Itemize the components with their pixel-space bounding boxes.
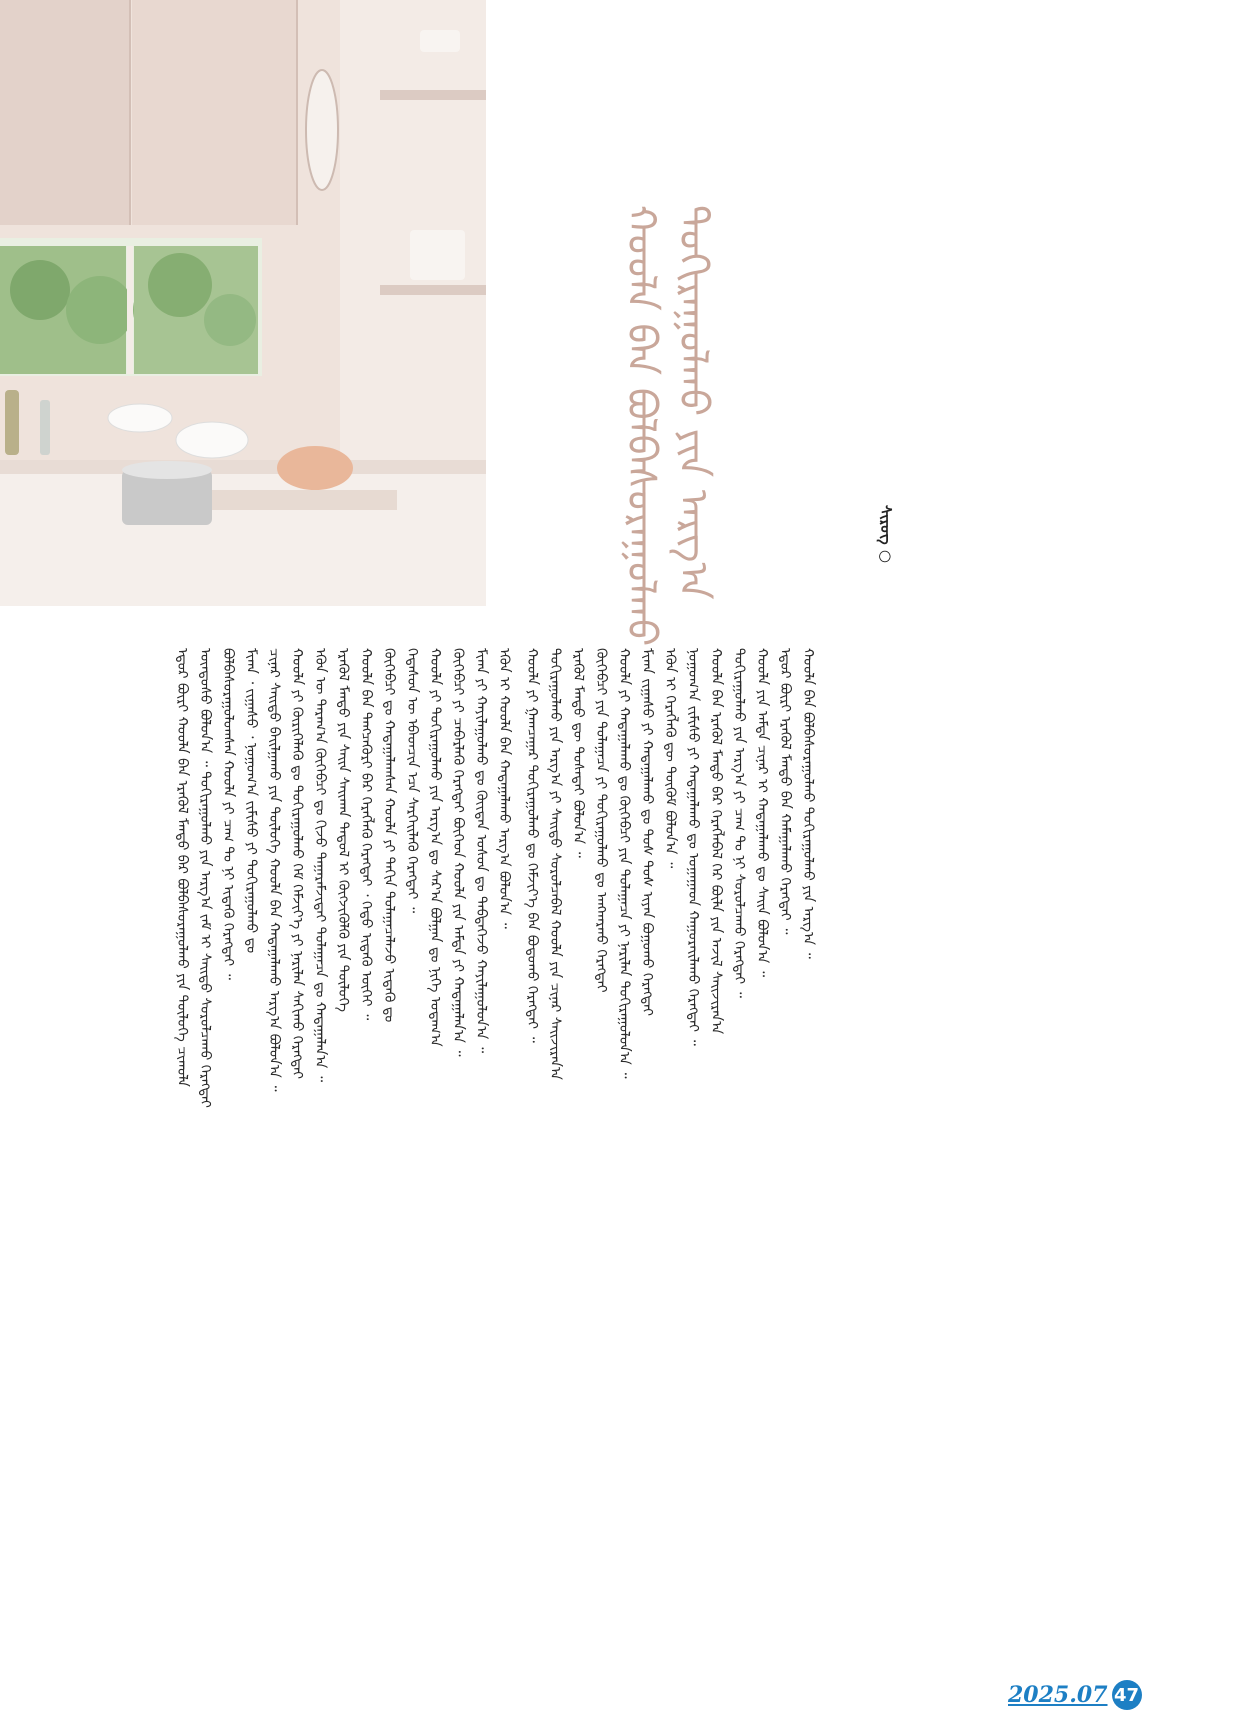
article-title-line-2: ᠲᠣᠬᠢᠷᠠᠭᠤᠯᠬᠤ ᠶᠢᠨ ᠠᠷᠭ᠎ᠠ — [670, 205, 716, 600]
text-line: ᠲᠣᠬᠢᠷᠠᠭᠤᠯᠬᠤ ᠶᠢᠨ ᠠᠷᠭ᠎ᠠ ᠶᠢ ᠴᠠᠭ ᠲᠤ ᠨᠢ ᠰᠤᠷᠤᠯᠴᠠᠬᠤ ᠬᠡᠷᠡᠭᠲᠡᠢ ᠃ — [731, 648, 747, 998]
text-line: ᠡᠭᠦᠨ ᠢ ᠬᠣᠣᠯᠠ ᠪᠡᠨ ᠬᠠᠳᠠᠭᠠᠯᠠᠬᠤ ᠠᠷᠭ᠎ᠠ ᠪᠣᠯᠤᠨ᠎ᠠ ᠃ — [496, 648, 512, 929]
page-number: 47 — [1112, 1680, 1142, 1710]
text-line: ᠬᠣᠣᠯᠠ ᠶᠢ ᠭᠠᠭᠴᠠᠭᠠᠷ ᠲᠣᠬᠢᠷᠠᠭᠤᠯᠬᠤ ᠳᠤ ᠬᠡᠮᠵᠢᠶ᠎ᠡ ᠪᠡᠨ ᠪᠣᠳᠤᠬᠤ ᠬᠡᠷᠡᠭᠲᠡᠢ ᠃ — [524, 648, 540, 1043]
text-line: ᠡᠳᠦᠷ ᠪᠦᠷᠢ ᠡᠷᠡᠭᠦᠯ ᠮᠡᠨᠳᠦ ᠪᠡᠨ ᠬᠠᠮᠠᠭᠠᠯᠠᠬᠤ ᠬᠡᠷᠡᠭᠲᠡᠢ ᠃ — [777, 648, 793, 935]
kitchen-photo — [0, 0, 486, 606]
text-line: ᠪᠣᠯᠪᠠᠰᠤᠷᠠᠭᠤᠯᠤᠭᠰᠠᠨ ᠬᠣᠣᠯᠠ ᠶᠢ ᠴᠠᠭ ᠲᠤ ᠨᠢ ᠢᠳᠡᠬᠦ ᠬᠡᠷᠡᠭᠲᠡᠢ ᠃ — [220, 648, 236, 980]
text-line: ᠡᠷᠡᠭᠦᠯ ᠮᠡᠨᠳᠦ ᠳᠦ ᠲᠤᠰᠠᠲᠠᠢ ᠪᠣᠯᠤᠨ᠎ᠠ ᠃ — [570, 648, 586, 858]
text-line: ᠬᠣᠣᠯᠠ ᠪᠡᠨ ᠲᠡᠩᠴᠡᠭᠦᠷᠢ ᠪᠡᠷ ᠬᠡᠷᠡᠭᠯᠡᠬᠦ ᠬᠡᠷᠡᠭᠲᠡᠢ ᠂ ᠬᠡᠲᠦ ᠢᠳᠡᠬᠦ ᠦᠭᠡᠢ ᠃ — [358, 648, 374, 1021]
text-line: ᠡᠭᠦᠨ ᠦ ᠳᠠᠷᠠᠭ᠎ᠠ ᠬᠥᠭᠡᠪᠴᠢ ᠳᠤ ᠬᠢᠵᠦ ᠲᠠᠭᠠᠷᠠᠮᠵᠢᠲᠠᠢ ᠳᠤᠯᠠᠭᠠᠴᠠ ᠳᠤ ᠬᠠᠳᠠᠭᠠᠯᠠᠨ᠎ᠠ ᠃ — [312, 648, 328, 1082]
text-line: ᠬᠣᠣᠯᠠ ᠶᠢ ᠲᠣᠬᠢᠷᠠᠭᠤᠯᠬᠤ ᠶᠢᠨ ᠠᠷᠭ᠎ᠠ ᠳᠤ ᠰᠠᠷ᠎ᠠ ᠪᠣᠯᠭᠠᠨ ᠳᠤ ᠨᠢᠭᠡ ᠤᠳᠠᠭ᠎ᠠ — [427, 648, 443, 1047]
text-line: ᠡᠳᠦᠷ ᠪᠦᠷᠢ ᠬᠣᠣᠯᠠ ᠪᠡᠨ ᠡᠷᠡᠭᠦᠯ ᠮᠡᠨᠳᠦ ᠪᠡᠷ ᠪᠣᠯᠪᠠᠰᠤᠷᠠᠭᠤᠯᠬᠤ ᠶᠢᠨ ᠲᠥᠯᠦᠭᠡ ᠴᠢᠬᠤᠯᠠ — [174, 648, 190, 1087]
author-byline: ᠰᠢᠷᠦᠭ ○ — [877, 505, 895, 563]
text-line: ᠬᠣᠣᠯᠠ ᠶᠢ ᠬᠥᠷᠢᠭᠡᠯᠡᠬᠦ ᠳᠤ ᠲᠣᠬᠢᠷᠠᠭᠤᠯᠬᠤ ᠬᠡᠮ ᠬᠡᠮᠵᠢᠶ᠎ᠡ ᠶᠢ ᠨᠠᠷᠢᠯᠠᠨ ᠰᠠᠬᠢᠬᠤ ᠬᠡᠷᠡᠭᠲᠡᠢ — [289, 648, 305, 1080]
body-column-1 — [170, 648, 515, 1248]
text-line: ᠡᠭᠦᠨ ᠢ ᠬᠡᠷᠡᠭᠯᠡᠬᠦ ᠳᠦ ᠳᠥᠭᠥᠮ ᠪᠣᠯᠤᠨ᠎ᠠ ᠃ — [662, 648, 678, 869]
body-column-2 — [520, 648, 819, 1248]
text-line: ᠮᠢᠬᠠ ᠵᠢᠭᠠᠰᠤ ᠶᠢ ᠬᠠᠳᠠᠭᠠᠯᠠᠬᠤ ᠳᠤ ᠲᠤᠰ ᠲᠤᠰ ᠢᠶᠡᠨ ᠪᠣᠭᠤᠬᠤ ᠬᠡᠷᠡᠭᠲᠡᠢ — [639, 648, 655, 1017]
text-line: ᠭᠡᠳᠡᠰᠦᠨ ᠦ ᠡᠪᠡᠳᠴᠢᠨ ᠡᠴᠡ ᠰᠡᠷᠭᠡᠢᠯᠡᠬᠦ ᠬᠡᠷᠡᠭᠲᠡᠢ ᠃ — [404, 648, 420, 913]
text-line: ᠬᠣᠣᠯᠠ ᠶᠢᠨ ᠠᠮᠲᠠ ᠴᠢᠨᠠᠷ ᠢ ᠬᠠᠳᠠᠭᠠᠯᠠᠬᠤ ᠳᠤ ᠰᠠᠢᠨ ᠪᠣᠯᠤᠨ᠎ᠠ ᠃ — [754, 648, 770, 977]
text-line: ᠨᠤᠭᠤᠭ᠎ᠠ ᠵᠢᠮᠢᠰᠦ ᠶᠢ ᠬᠠᠳᠠᠭᠠᠯᠠᠬᠤ ᠳᠤ ᠤᠭᠠᠭᠠᠳ ᠬᠠᠭᠤᠷᠠᠢᠯᠠᠬᠤ ᠬᠡᠷᠡᠭᠲᠡᠢ ᠃ — [685, 648, 701, 1046]
text-line: ᠬᠣᠣᠯᠠ ᠶᠢ ᠬᠠᠳᠠᠭᠠᠯᠠᠬᠤ ᠳᠤ ᠬᠥᠭᠡᠪᠴᠢ ᠶᠢᠨ ᠳᠤᠯᠠᠭᠠᠴᠠ ᠶᠢ ᠨᠠᠷᠢᠯᠠᠨ ᠲᠣᠬᠢᠷᠠᠭᠤᠯᠤᠨ᠎ᠠ ᠃ — [616, 648, 632, 1079]
text-line: ᠬᠥᠭᠡᠪᠴᠢ ᠶᠢ ᠴᠡᠪᠡᠷᠯᠡᠬᠦ ᠬᠡᠷᠡᠭᠲᠡᠢ ᠪᠥᠭᠡᠳ ᠬᠣᠣᠯᠠ ᠶᠢᠨ ᠠᠮᠲᠠ ᠶᠢ ᠬᠠᠳᠠᠭᠠᠯᠠᠨ᠎ᠠ ᠃ — [450, 648, 466, 1057]
text-line: ᠮᠢᠬᠠ ᠂ ᠵᠢᠭᠠᠰᠤ ᠂ ᠨᠤᠭᠤᠭ᠎ᠠ ᠵᠢᠮᠢᠰᠦ ᠶᠢ ᠲᠣᠬᠢᠷᠠᠭᠤᠯᠬᠤ ᠳᠤ — [243, 648, 259, 954]
kitchen-illustration — [0, 0, 486, 606]
text-line: ᠲᠣᠬᠢᠷᠠᠭᠤᠯᠬᠤ ᠶᠢᠨ ᠠᠷᠭ᠎ᠠ ᠶᠢ ᠰᠠᠢᠲᠤ ᠰᠤᠷᠤᠯᠴᠠᠪᠠᠯ ᠬᠣᠣᠯᠠ ᠶᠢᠨ ᠴᠢᠨᠠᠷ ᠰᠠᠢᠵᠢᠷᠠᠨ᠎ᠠ — [547, 648, 563, 1080]
text-line: ᠴᠢᠨᠠᠷ ᠰᠠᠢᠲᠤ ᠪᠠᠢᠯᠭᠠᠬᠤ ᠶᠢᠨ ᠲᠥᠯᠦᠭᠡ ᠬᠣᠣᠯᠠ ᠪᠡᠨ ᠬᠠᠳᠠᠭᠠᠯᠠᠬᠤ ᠠᠷᠭ᠎ᠠ ᠪᠣᠯᠤᠨ᠎ᠠ ᠃ — [266, 648, 282, 1092]
text-line: ᠦᠨᠳᠦᠰᠦ ᠪᠣᠯᠤᠨ᠎ᠠ ᠃ ᠲᠣᠬᠢᠷᠠᠭᠤᠯᠬᠤ ᠶᠢᠨ ᠠᠷᠭ᠎ᠠ ᠵᠠᠮ ᠢ ᠰᠠᠢᠲᠤ ᠰᠤᠷᠤᠯᠴᠠᠬᠤ ᠬᠡᠷᠡᠭᠲᠡᠢ — [197, 648, 213, 1108]
page-footer — [1008, 1680, 1142, 1710]
article-title-line-1: ᠬᠣᠣᠯᠠ ᠪᠡᠨ ᠪᠣᠯᠪᠠᠰᠤᠷᠠᠭᠤᠯᠬᠤ — [618, 205, 664, 647]
text-line: ᠬᠣᠣᠯᠠ ᠪᠡᠨ ᠪᠣᠯᠪᠠᠰᠤᠷᠠᠭᠤᠯᠬᠤ ᠲᠣᠬᠢᠷᠠᠭᠤᠯᠬᠤ ᠶᠢᠨ ᠠᠷᠭ᠎ᠠ ᠃ — [800, 648, 816, 959]
issue-date: 2025.07 — [1008, 1682, 1108, 1708]
text-line: ᠮᠢᠬᠠ ᠶᠢ ᠬᠠᠶᠢᠯᠠᠭᠤᠯᠬᠤ ᠳᠤ ᠬᠦᠢᠲᠡᠨ ᠤᠰᠤᠨ ᠳᠤ ᠳᠡᠪᠲᠡᠭᠡᠵᠦ ᠬᠠᠶᠢᠯᠠᠭᠤᠯᠤᠨ᠎ᠠ ᠃ — [473, 648, 489, 1053]
text-line: ᠬᠣᠣᠯᠠ ᠪᠡᠨ ᠡᠷᠡᠭᠦᠯ ᠮᠡᠨᠳᠦ ᠪᠡᠷ ᠬᠡᠷᠡᠭᠯᠡᠪᠡᠯ ᠭᠡᠷ ᠪᠦᠯᠡ ᠶᠢᠨ ᠠᠵᠢᠯ ᠰᠠᠢᠵᠢᠷᠠᠨ᠎ᠠ — [708, 648, 724, 1035]
text-line: ᠡᠷᠡᠭᠦᠯ ᠮᠡᠨᠳᠦ ᠶᠢᠨ ᠰᠠᠢᠨ ᠰᠠᠢᠬᠠᠨ ᠳᠠᠳᠤᠯ ᠢ ᠬᠥᠭᠵᠢᠭᠦᠯᠬᠦ ᠶᠢᠨ ᠲᠥᠯᠦᠭᠡ — [335, 648, 351, 1012]
text-line: ᠬᠥᠭᠡᠪᠴᠢ ᠳᠤ ᠬᠠᠳᠠᠭᠠᠯᠠᠭᠰᠠᠨ ᠬᠣᠣᠯᠠ ᠶᠢ ᠳᠠᠬᠢᠨ ᠳᠤᠯᠠᠭᠠᠴᠠᠯᠠᠵᠤ ᠢᠳᠡᠬᠦ ᠳᠤ — [381, 648, 397, 1023]
text-line: ᠬᠥᠭᠡᠪᠴᠢ ᠶᠢᠨ ᠳᠤᠯᠠᠭᠠᠴᠠ ᠶᠢ ᠲᠣᠬᠢᠷᠠᠭᠤᠯᠬᠤ ᠳᠤ ᠠᠩᠬᠠᠷᠬᠤ ᠬᠡᠷᠡᠭᠲᠡᠢ — [593, 648, 609, 993]
